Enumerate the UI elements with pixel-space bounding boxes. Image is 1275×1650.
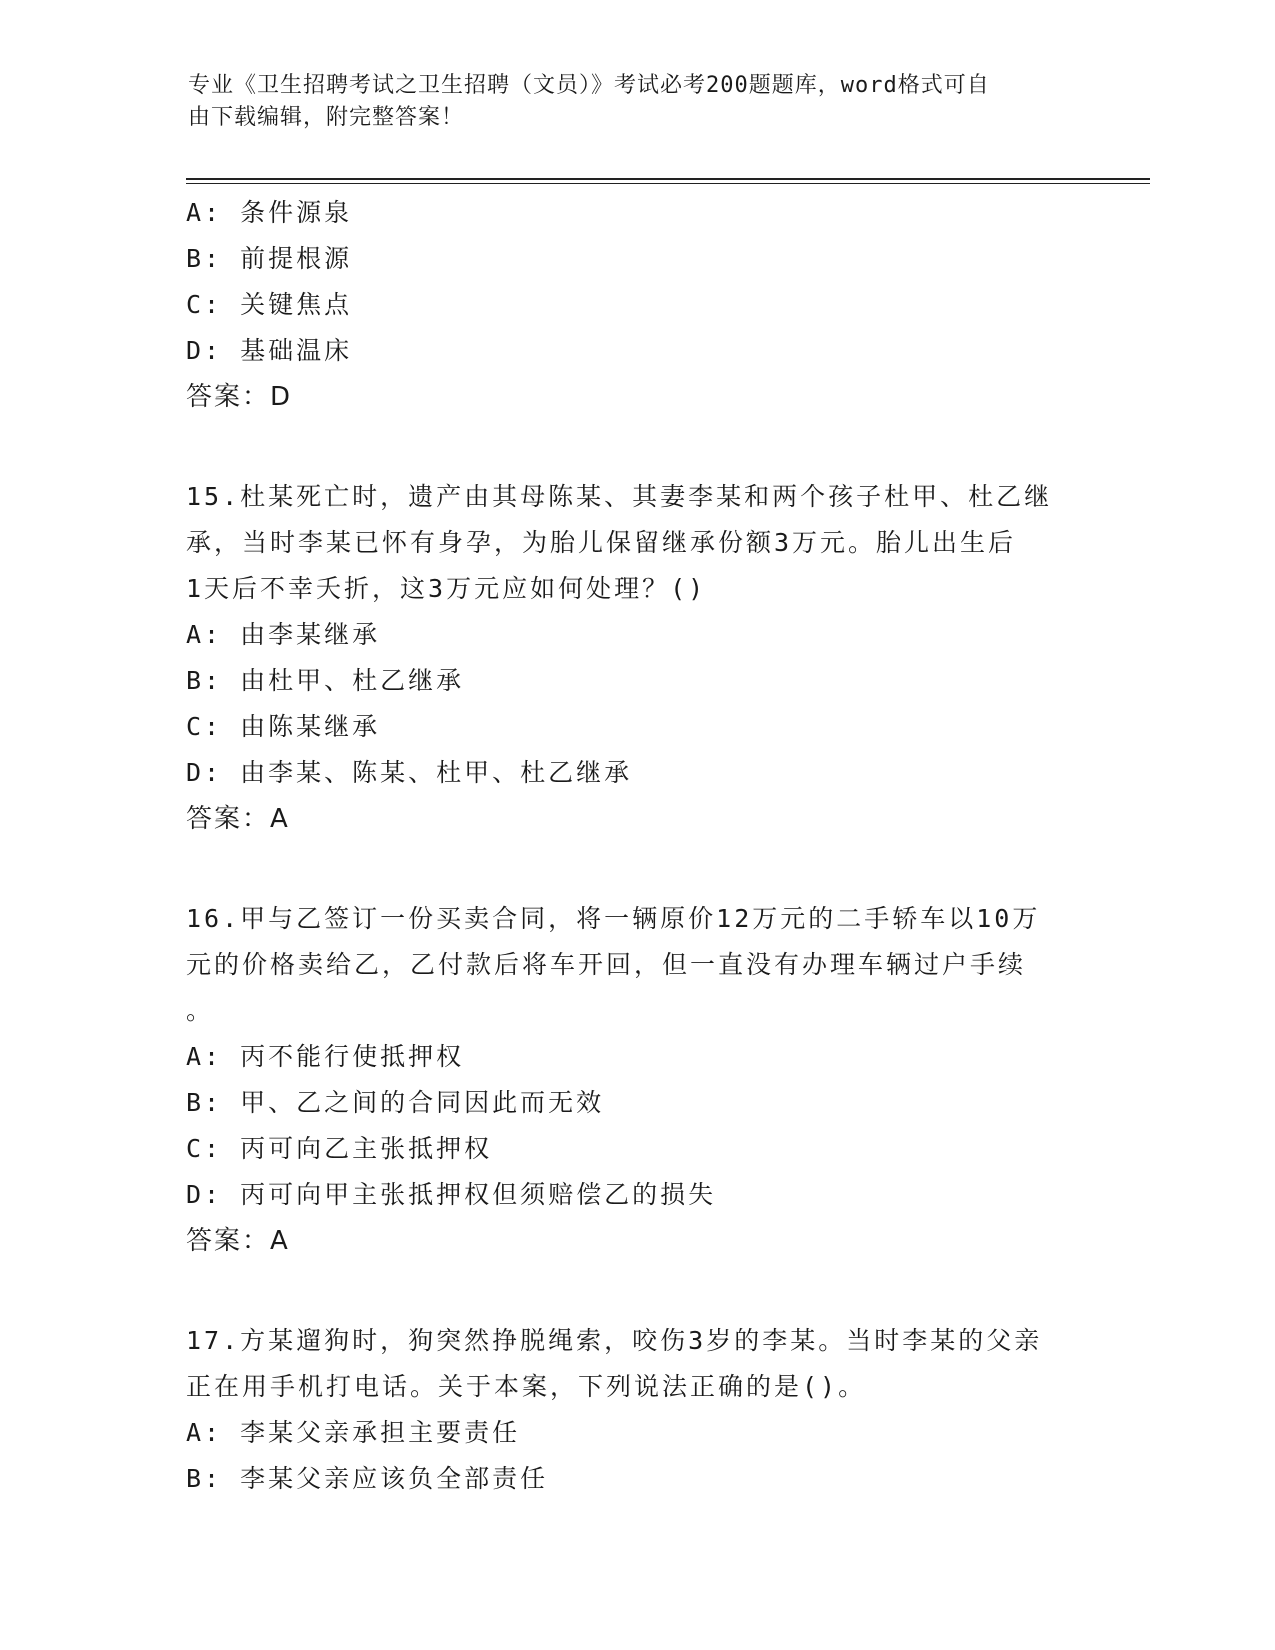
option-b: B: 前提根源 — [186, 244, 353, 273]
answer-line: 答案：A — [186, 804, 290, 834]
stem-line: 17.方某遛狗时，狗突然挣脱绳索，咬伤3岁的李某。当时李某的父亲 — [186, 1326, 1043, 1355]
header-line-1: 专业《卫生招聘考试之卫生招聘（文员）》考试必考200题题库，word格式可自 — [188, 73, 990, 98]
option-a: A: 丙不能行使抵押权 — [186, 1042, 465, 1071]
question-gap — [186, 420, 1086, 474]
answer-line: 答案：A — [186, 1226, 290, 1256]
option-d: D: 基础温床 — [186, 336, 353, 365]
option-d: D: 由李某、陈某、杜甲、杜乙继承 — [186, 758, 633, 787]
option-b: B: 甲、乙之间的合同因此而无效 — [186, 1088, 605, 1117]
header-rule-thick — [186, 178, 1150, 180]
question-list — [186, 190, 1086, 1502]
stem-line: 承，当时李某已怀有身孕，为胎儿保留继承份额3万元。胎儿出生后 — [186, 528, 1017, 557]
question-stem — [186, 474, 1086, 612]
stem-line: 16.甲与乙签订一份买卖合同，将一辆原价12万元的二手轿车以10万 — [186, 904, 1041, 933]
option-b: B: 由杜甲、杜乙继承 — [186, 666, 465, 695]
question-gap — [186, 1264, 1086, 1318]
question-15 — [186, 474, 1086, 842]
question-gap — [186, 842, 1086, 896]
header-rule-thin — [186, 183, 1150, 184]
question-16 — [186, 896, 1086, 1264]
header-line-2: 由下载编辑，附完整答案！ — [188, 105, 465, 130]
option-c: C: 由陈某继承 — [186, 712, 381, 741]
document-header — [188, 70, 1068, 134]
answer-line: 答案：D — [186, 382, 293, 412]
option-a: A: 由李某继承 — [186, 620, 381, 649]
option-a: A: 条件源泉 — [186, 198, 353, 227]
option-c: C: 丙可向乙主张抵押权 — [186, 1134, 493, 1163]
option-a: A: 李某父亲承担主要责任 — [186, 1418, 521, 1447]
question-stem — [186, 1318, 1086, 1410]
stem-line: 正在用手机打电话。关于本案，下列说法正确的是()。 — [186, 1372, 867, 1401]
question-14 — [186, 190, 1086, 420]
question-17 — [186, 1318, 1086, 1502]
option-c: C: 关键焦点 — [186, 290, 353, 319]
stem-line: 元的价格卖给乙，乙付款后将车开回，但一直没有办理车辆过户手续 — [186, 950, 1027, 979]
option-d: D: 丙可向甲主张抵押权但须赔偿乙的损失 — [186, 1180, 717, 1209]
question-stem — [186, 896, 1086, 1034]
stem-line: 1天后不幸夭折，这3万元应如何处理？() — [186, 574, 707, 603]
stem-line: 15.杜某死亡时，遗产由其母陈某、其妻李某和两个孩子杜甲、杜乙继 — [186, 482, 1053, 511]
option-b: B: 李某父亲应该负全部责任 — [186, 1464, 549, 1493]
stem-line: 。 — [186, 996, 215, 1025]
